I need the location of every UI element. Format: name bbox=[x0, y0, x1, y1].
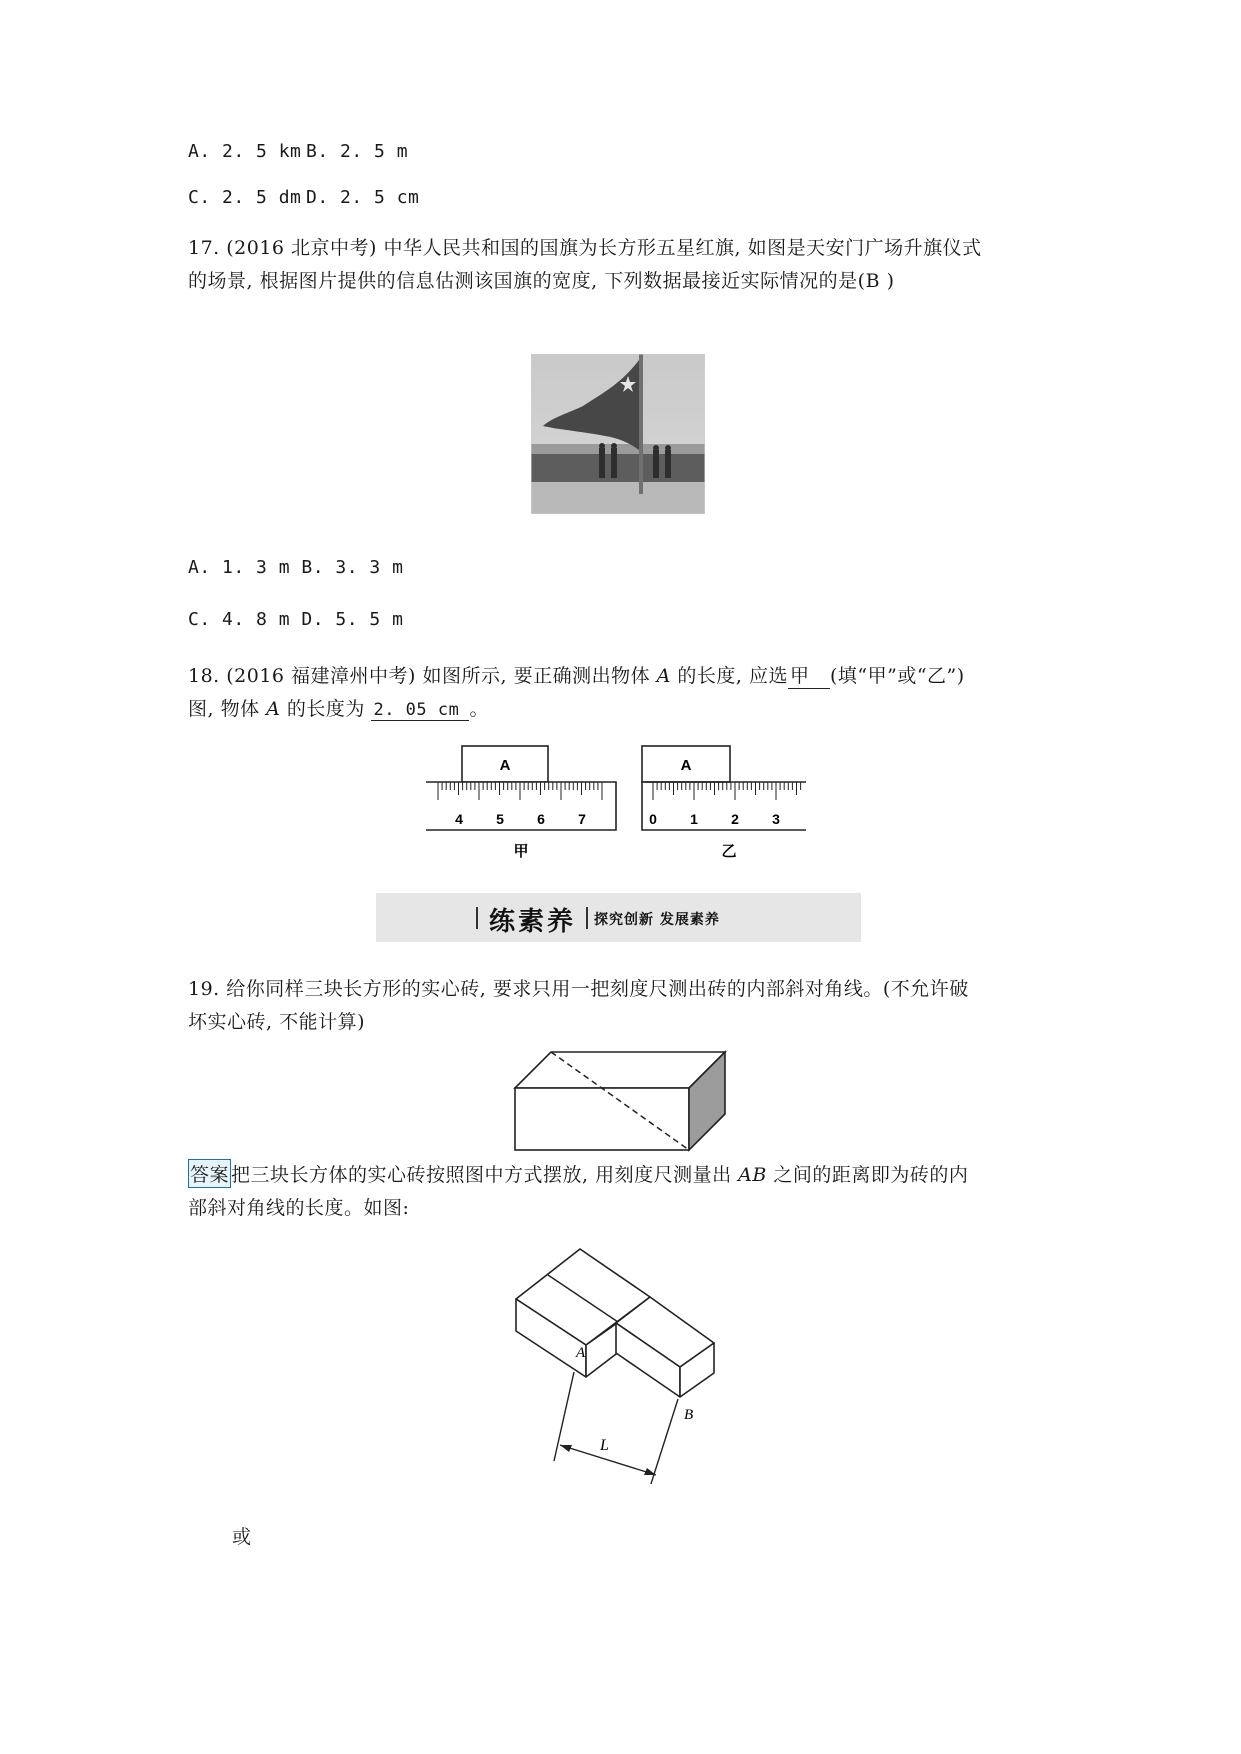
ruler-right-tick-label-2: 2 bbox=[731, 811, 739, 827]
arrowhead-left-icon bbox=[560, 1445, 572, 1452]
q17-stem-line-2: 的场景, 根据图片提供的信息估测该国旗的宽度, 下列数据最接近实际情况的是(B ) bbox=[188, 270, 895, 292]
q16-option-row-1 bbox=[188, 141, 408, 162]
q19-stem-line-2: 坏实心砖, 不能计算) bbox=[188, 1011, 365, 1033]
q18-var-a: A bbox=[656, 665, 671, 687]
ruler-left bbox=[426, 746, 616, 860]
ruler-left-tick-label-4: 4 bbox=[455, 811, 463, 827]
q19-answer-line-1 bbox=[188, 1159, 968, 1188]
q16-option-a: A. 2. 5 km bbox=[188, 141, 302, 162]
label-point-a: A bbox=[576, 1345, 586, 1361]
q17-stem-line-1: 17. (2016 北京中考) 中华人民共和国的国旗为长方形五星红旗, 如图是天安门广场升旗仪式 bbox=[188, 237, 982, 259]
q19-answer-line-2: 部斜对角线的长度。如图: bbox=[188, 1197, 410, 1219]
q18-answer-blank-2: 2. 05 cm bbox=[371, 700, 469, 721]
ruler-right-block-label: A bbox=[680, 757, 692, 774]
q18-stem-line-1 bbox=[188, 661, 965, 689]
banner-subtitle: 探究创新 发展素养 bbox=[594, 912, 720, 928]
q19-answer-text-2: 之间的距离即为砖的内 bbox=[766, 1164, 969, 1186]
ruler-left-tick-label-6: 6 bbox=[537, 811, 545, 827]
ruler-right-tick-label-0: 0 bbox=[649, 811, 657, 827]
q17-options-row-2: C. 4. 8 m D. 5. 5 m bbox=[188, 609, 404, 630]
dimension-extension-b bbox=[650, 1399, 678, 1484]
label-point-b: B bbox=[684, 1407, 694, 1423]
ruler-left-tick-label-5: 5 bbox=[496, 811, 504, 827]
answer-tag: 答案 bbox=[188, 1159, 231, 1188]
ruler-left-block-label: A bbox=[499, 757, 511, 774]
ruler-right bbox=[642, 746, 806, 860]
or-text: 或 bbox=[232, 1526, 252, 1548]
ruler-left-caption: 甲 bbox=[513, 842, 529, 860]
stacked-bricks-diagram bbox=[514, 1247, 720, 1484]
ruler-right-body bbox=[642, 782, 806, 830]
q18-text-4: 图, 物体 bbox=[188, 698, 267, 720]
brick-diagram bbox=[513, 1050, 733, 1152]
section-banner bbox=[376, 893, 861, 942]
ruler-right-tick-label-3: 3 bbox=[772, 811, 780, 827]
ruler-left-tick-label-7: 7 bbox=[578, 811, 586, 827]
ruler-right-tick-label-1: 1 bbox=[690, 811, 698, 827]
q19-answer-var-ab: AB bbox=[738, 1164, 767, 1186]
brick-front-face bbox=[515, 1088, 689, 1150]
q18-stem-line-2 bbox=[188, 694, 489, 721]
q18-text-2: 的长度, 应选 bbox=[670, 665, 788, 687]
ruler-diagram bbox=[426, 742, 816, 860]
ruler-right-caption: 乙 bbox=[721, 842, 737, 860]
banner-divider-left bbox=[476, 907, 478, 929]
banner-title: 练素养 bbox=[489, 907, 577, 937]
q18-text-1: 18. (2016 福建漳州中考) 如图所示, 要正确测出物体 bbox=[188, 665, 657, 687]
q18-text-5: 的长度为 bbox=[280, 698, 372, 720]
banner-divider-right bbox=[586, 907, 588, 929]
q19-answer-text-1: 把三块长方体的实心砖按照图中方式摆放, 用刻度尺测量出 bbox=[231, 1164, 739, 1186]
q19-stem-line-1: 19. 给你同样三块长方形的实心砖, 要求只用一把刻度尺测出砖的内部斜对角线。(不允许破 bbox=[188, 978, 969, 1000]
q18-answer-blank-1: 甲 bbox=[788, 661, 830, 689]
q18-text-3: (填“甲”或“乙”) bbox=[830, 665, 965, 687]
q17-options-row-1: A. 1. 3 m B. 3. 3 m bbox=[188, 557, 404, 578]
flag-raising-photo bbox=[531, 354, 705, 514]
q18-var-a-2: A bbox=[266, 698, 281, 720]
flagpole bbox=[639, 354, 643, 494]
q16-option-c: C. 2. 5 dm bbox=[188, 187, 302, 208]
q16-option-row-2 bbox=[188, 187, 419, 208]
label-length-l: L bbox=[600, 1437, 609, 1454]
q16-option-b: B. 2. 5 m bbox=[306, 141, 409, 162]
q16-option-d: D. 2. 5 cm bbox=[306, 187, 420, 208]
q18-text-6: 。 bbox=[469, 698, 489, 720]
